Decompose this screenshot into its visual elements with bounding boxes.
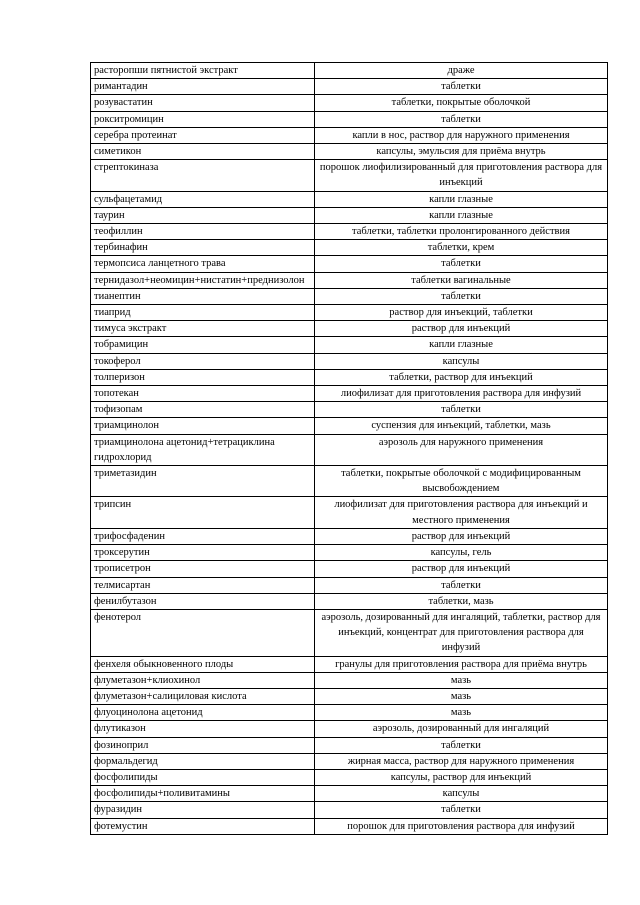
dosage-form-cell: капсулы, гель [315,545,608,561]
table-row [91,337,608,353]
table-row [91,144,608,160]
drug-name-cell: фотемустин [91,818,315,834]
dosage-form-cell: таблетки [315,79,608,95]
dosage-form-cell: таблетки [315,288,608,304]
table-row [91,95,608,111]
document-page [90,62,607,835]
drug-name-cell: таурин [91,207,315,223]
dosage-form-cell: раствор для инъекций [315,561,608,577]
table-row [91,434,608,465]
table-row [91,577,608,593]
table-row [91,191,608,207]
table-row [91,705,608,721]
dosage-form-cell: таблетки [315,256,608,272]
drug-name-cell: толперизон [91,369,315,385]
dosage-form-cell: капли глазные [315,207,608,223]
drug-name-cell: сульфацетамид [91,191,315,207]
table-row [91,528,608,544]
drug-name-cell: тербинафин [91,240,315,256]
table-row [91,466,608,497]
table-row [91,321,608,337]
table-row [91,127,608,143]
dosage-form-cell: суспензия для инъекций, таблетки, мазь [315,418,608,434]
drug-name-cell: тиаприд [91,305,315,321]
dosage-form-cell: таблетки [315,577,608,593]
drug-name-cell: теофиллин [91,224,315,240]
drug-name-cell: троксерутин [91,545,315,561]
table-row [91,672,608,688]
table-row [91,497,608,528]
dosage-form-cell: лиофилизат для приготовления раствора для инфузий [315,386,608,402]
drug-name-cell: римантадин [91,79,315,95]
table-row [91,818,608,834]
dosage-form-cell: таблетки [315,111,608,127]
dosage-form-cell: аэрозоль, дозированный для ингаляций, таблетки, раствор для инъекций, концентрат для приготовления раствора для инфузий [315,609,608,656]
drug-name-cell: телмисартан [91,577,315,593]
drug-name-cell: триамцинолона ацетонид+тетрациклина гидрохлорид [91,434,315,465]
drug-name-cell: термопсиса ланцетного трава [91,256,315,272]
drug-name-cell: тобрамицин [91,337,315,353]
drug-name-cell: флуоцинолона ацетонид [91,705,315,721]
drug-name-cell: тианептин [91,288,315,304]
drug-name-cell: тимуса экстракт [91,321,315,337]
drug-name-cell: тофизопам [91,402,315,418]
table-row [91,737,608,753]
drug-name-cell: серебра протеинат [91,127,315,143]
drug-name-cell: симетикон [91,144,315,160]
table-row [91,160,608,191]
drug-name-cell: рокситромицин [91,111,315,127]
table-row [91,656,608,672]
table-row [91,769,608,785]
drug-name-cell: фосфолипиды [91,769,315,785]
dosage-form-cell: капсулы [315,353,608,369]
dosage-form-cell: раствор для инъекций [315,321,608,337]
table-row [91,786,608,802]
drug-name-cell: тернидазол+неомицин+нистатин+преднизолон [91,272,315,288]
dosage-form-cell: гранулы для приготовления раствора для приёма внутрь [315,656,608,672]
table-row [91,561,608,577]
dosage-form-cell: драже [315,63,608,79]
dosage-form-cell: таблетки, раствор для инъекций [315,369,608,385]
dosage-form-cell: таблетки, покрытые оболочкой с модифицированным высвобождением [315,466,608,497]
table-row [91,369,608,385]
dosage-form-cell: раствор для инъекций, таблетки [315,305,608,321]
table-row [91,386,608,402]
table-row [91,353,608,369]
table-row [91,79,608,95]
drug-name-cell: флуметазон+салициловая кислота [91,688,315,704]
table-row [91,288,608,304]
dosage-form-cell: таблетки [315,802,608,818]
dosage-form-cell: таблетки, таблетки пролонгированного действия [315,224,608,240]
drug-name-cell: флуметазон+клиохинол [91,672,315,688]
dosage-form-cell: жирная масса, раствор для наружного применения [315,753,608,769]
dosage-form-cell: капсулы [315,786,608,802]
table-row [91,721,608,737]
table-row [91,207,608,223]
drug-name-cell: фенилбутазон [91,593,315,609]
table-row [91,272,608,288]
drug-name-cell: фуразидин [91,802,315,818]
dosage-form-cell: таблетки, крем [315,240,608,256]
drug-name-cell: стрептокиназа [91,160,315,191]
dosage-form-cell: таблетки вагинальные [315,272,608,288]
dosage-form-cell: лиофилизат для приготовления раствора для инъекций и местного применения [315,497,608,528]
table-row [91,111,608,127]
table-row [91,545,608,561]
table-row [91,593,608,609]
dosage-form-cell: аэрозоль, дозированный для ингаляций [315,721,608,737]
dosage-form-cell: капсулы, раствор для инъекций [315,769,608,785]
drug-name-cell: расторопши пятнистой экстракт [91,63,315,79]
drug-name-cell: трипсин [91,497,315,528]
dosage-form-cell: мазь [315,688,608,704]
table-row [91,305,608,321]
dosage-form-cell: мазь [315,672,608,688]
table-row [91,802,608,818]
drug-name-cell: фенхеля обыкновенного плоды [91,656,315,672]
drug-table [90,62,608,835]
drug-name-cell: токоферол [91,353,315,369]
table-row [91,224,608,240]
drug-name-cell: триамцинолон [91,418,315,434]
table-row [91,240,608,256]
dosage-form-cell: капли в нос, раствор для наружного применения [315,127,608,143]
table-row [91,418,608,434]
drug-name-cell: флутиказон [91,721,315,737]
dosage-form-cell: таблетки, покрытые оболочкой [315,95,608,111]
table-row [91,402,608,418]
drug-name-cell: топотекан [91,386,315,402]
dosage-form-cell: порошок лиофилизированный для приготовления раствора для инъекций [315,160,608,191]
table-row [91,753,608,769]
drug-name-cell: фосфолипиды+поливитамины [91,786,315,802]
table-row [91,63,608,79]
dosage-form-cell: капли глазные [315,337,608,353]
dosage-form-cell: мазь [315,705,608,721]
dosage-form-cell: таблетки [315,737,608,753]
dosage-form-cell: капли глазные [315,191,608,207]
drug-name-cell: трифосфаденин [91,528,315,544]
table-body [91,63,608,835]
dosage-form-cell: таблетки, мазь [315,593,608,609]
drug-name-cell: триметазидин [91,466,315,497]
drug-name-cell: фозиноприл [91,737,315,753]
drug-name-cell: розувастатин [91,95,315,111]
dosage-form-cell: таблетки [315,402,608,418]
dosage-form-cell: раствор для инъекций [315,528,608,544]
dosage-form-cell: капсулы, эмульсия для приёма внутрь [315,144,608,160]
table-row [91,609,608,656]
dosage-form-cell: порошок для приготовления раствора для инфузий [315,818,608,834]
dosage-form-cell: аэрозоль для наружного применения [315,434,608,465]
table-row [91,688,608,704]
drug-name-cell: трописетрон [91,561,315,577]
drug-name-cell: фенотерол [91,609,315,656]
table-row [91,256,608,272]
drug-name-cell: формальдегид [91,753,315,769]
